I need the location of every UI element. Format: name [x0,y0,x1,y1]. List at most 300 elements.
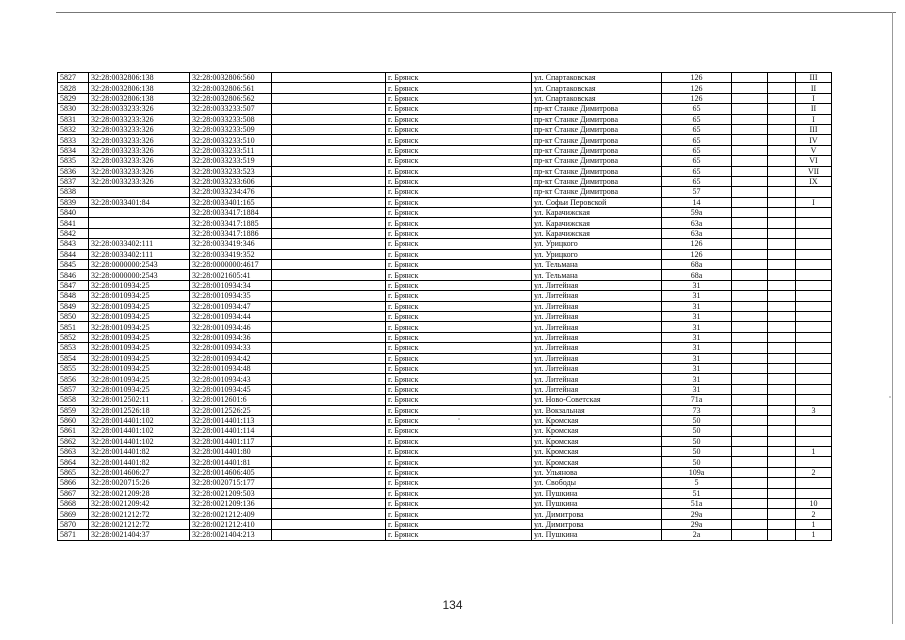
object-cadastral-number-cell: 32:28:0010934:35 [190,291,272,301]
building-column-cell [732,93,768,103]
table-row [58,270,832,280]
house-number-cell: 5 [662,478,732,488]
street-cell: ул. Тельмана [532,260,662,270]
city-cell: г. Брянск [386,322,532,332]
blank-column-cell [272,311,386,321]
cadastral-registry-table [57,72,832,541]
object-cadastral-number-cell: 32:28:0033233:606 [190,176,272,186]
apartment-number-cell: II [796,83,832,93]
city-cell: г. Брянск [386,166,532,176]
table-row [58,478,832,488]
table-row [58,197,832,207]
city-cell: г. Брянск [386,395,532,405]
land-plot-cadastral-number-cell [89,218,190,228]
city-cell: г. Брянск [386,436,532,446]
city-cell: г. Брянск [386,343,532,353]
extra-column-cell [768,73,796,83]
building-column-cell [732,405,768,415]
street-cell: пр-кт Станке Димитрова [532,104,662,114]
blank-column-cell [272,270,386,280]
object-cadastral-number-cell: 32:28:0032806:561 [190,83,272,93]
street-cell: ул. Карачижская [532,218,662,228]
blank-column-cell [272,405,386,415]
extra-column-cell [768,114,796,124]
row-number-cell: 5830 [58,104,89,114]
extra-column-cell [768,478,796,488]
apartment-number-cell [796,311,832,321]
house-number-cell: 126 [662,83,732,93]
land-plot-cadastral-number-cell: 32:28:0010934:25 [89,374,190,384]
row-number-cell: 5850 [58,311,89,321]
building-column-cell [732,509,768,519]
object-cadastral-number-cell: 32:28:0010934:43 [190,374,272,384]
extra-column-cell [768,166,796,176]
row-number-cell: 5836 [58,166,89,176]
city-cell: г. Брянск [386,457,532,467]
object-cadastral-number-cell: 32:28:0010934:42 [190,353,272,363]
house-number-cell: 31 [662,363,732,373]
row-number-cell: 5837 [58,176,89,186]
city-cell: г. Брянск [386,467,532,477]
extra-column-cell [768,228,796,238]
building-column-cell [732,311,768,321]
land-plot-cadastral-number-cell: 32:28:0010934:25 [89,353,190,363]
table-row [58,499,832,509]
land-plot-cadastral-number-cell: 32:28:0010934:25 [89,311,190,321]
house-number-cell: 14 [662,197,732,207]
house-number-cell: 31 [662,291,732,301]
blank-column-cell [272,114,386,124]
house-number-cell: 68а [662,260,732,270]
blank-column-cell [272,353,386,363]
row-number-cell: 5859 [58,405,89,415]
building-column-cell [732,104,768,114]
building-column-cell [732,519,768,529]
land-plot-cadastral-number-cell: 32:28:0032806:138 [89,83,190,93]
extra-column-cell [768,156,796,166]
street-cell: ул. Софьи Перовской [532,197,662,207]
blank-column-cell [272,260,386,270]
blank-column-cell [272,519,386,529]
table-row [58,208,832,218]
street-cell: пр-кт Станке Димитрова [532,176,662,186]
building-column-cell [732,239,768,249]
city-cell: г. Брянск [386,499,532,509]
apartment-number-cell [796,228,832,238]
street-cell: ул. Карачижская [532,228,662,238]
table-row [58,301,832,311]
scan-speck [889,396,891,398]
blank-column-cell [272,187,386,197]
building-column-cell [732,124,768,134]
extra-column-cell [768,291,796,301]
blank-column-cell [272,218,386,228]
row-number-cell: 5871 [58,530,89,540]
row-number-cell: 5863 [58,447,89,457]
table-row [58,249,832,259]
street-cell: ул. Кромская [532,426,662,436]
extra-column-cell [768,301,796,311]
land-plot-cadastral-number-cell: 32:28:0010934:25 [89,322,190,332]
house-number-cell: 29а [662,519,732,529]
apartment-number-cell: 2 [796,509,832,519]
land-plot-cadastral-number-cell: 32:28:0014401:102 [89,436,190,446]
land-plot-cadastral-number-cell: 32:28:0021209:42 [89,499,190,509]
object-cadastral-number-cell: 32:28:0033233:523 [190,166,272,176]
house-number-cell: 63а [662,228,732,238]
row-number-cell: 5852 [58,332,89,342]
blank-column-cell [272,343,386,353]
house-number-cell: 65 [662,156,732,166]
apartment-number-cell [796,353,832,363]
apartment-number-cell [796,249,832,259]
land-plot-cadastral-number-cell: 32:28:0033233:326 [89,124,190,134]
object-cadastral-number-cell: 32:28:0021209:136 [190,499,272,509]
object-cadastral-number-cell: 32:28:0010934:48 [190,363,272,373]
blank-column-cell [272,83,386,93]
land-plot-cadastral-number-cell: 32:28:0012526:18 [89,405,190,415]
land-plot-cadastral-number-cell: 32:28:0032806:138 [89,93,190,103]
house-number-cell: 65 [662,124,732,134]
blank-column-cell [272,239,386,249]
city-cell: г. Брянск [386,280,532,290]
city-cell: г. Брянск [386,249,532,259]
table-row [58,395,832,405]
apartment-number-cell [796,270,832,280]
house-number-cell: 50 [662,457,732,467]
object-cadastral-number-cell: 32:28:0033233:519 [190,156,272,166]
blank-column-cell [272,374,386,384]
extra-column-cell [768,124,796,134]
street-cell: ул. Урицкого [532,239,662,249]
house-number-cell: 2а [662,530,732,540]
building-column-cell [732,447,768,457]
land-plot-cadastral-number-cell: 32:28:0014401:82 [89,457,190,467]
apartment-number-cell [796,301,832,311]
blank-column-cell [272,415,386,425]
table-row [58,447,832,457]
street-cell: ул. Димитрова [532,519,662,529]
city-cell: г. Брянск [386,114,532,124]
row-number-cell: 5869 [58,509,89,519]
row-number-cell: 5842 [58,228,89,238]
building-column-cell [732,384,768,394]
scan-speck [458,418,460,420]
street-cell: ул. Литейная [532,353,662,363]
extra-column-cell [768,426,796,436]
apartment-number-cell: V [796,145,832,155]
city-cell: г. Брянск [386,218,532,228]
land-plot-cadastral-number-cell [89,228,190,238]
blank-column-cell [272,104,386,114]
apartment-number-cell [796,218,832,228]
city-cell: г. Брянск [386,239,532,249]
registry-table-body [58,73,832,541]
blank-column-cell [272,457,386,467]
apartment-number-cell [796,291,832,301]
row-number-cell: 5833 [58,135,89,145]
street-cell: ул. Ульянова [532,467,662,477]
table-row [58,93,832,103]
table-row [58,530,832,540]
table-row [58,228,832,238]
building-column-cell [732,343,768,353]
table-row [58,353,832,363]
extra-column-cell [768,457,796,467]
object-cadastral-number-cell: 32:28:0033233:509 [190,124,272,134]
object-cadastral-number-cell: 32:28:0014401:114 [190,426,272,436]
land-plot-cadastral-number-cell [89,208,190,218]
street-cell: ул. Литейная [532,322,662,332]
city-cell: г. Брянск [386,83,532,93]
city-cell: г. Брянск [386,228,532,238]
object-cadastral-number-cell: 32:28:0033419:352 [190,249,272,259]
apartment-number-cell [796,322,832,332]
row-number-cell: 5848 [58,291,89,301]
city-cell: г. Брянск [386,270,532,280]
house-number-cell: 31 [662,384,732,394]
extra-column-cell [768,436,796,446]
apartment-number-cell [796,478,832,488]
object-cadastral-number-cell: 32:28:0033233:510 [190,135,272,145]
street-cell: ул. Литейная [532,280,662,290]
city-cell: г. Брянск [386,519,532,529]
house-number-cell: 65 [662,166,732,176]
land-plot-cadastral-number-cell: 32:28:0014401:82 [89,447,190,457]
land-plot-cadastral-number-cell: 32:28:0021212:72 [89,509,190,519]
blank-column-cell [272,509,386,519]
object-cadastral-number-cell: 32:28:0021404:213 [190,530,272,540]
table-row [58,114,832,124]
extra-column-cell [768,374,796,384]
table-row [58,156,832,166]
building-column-cell [732,467,768,477]
object-cadastral-number-cell: 32:28:0014401:113 [190,415,272,425]
apartment-number-cell [796,426,832,436]
row-number-cell: 5834 [58,145,89,155]
table-row [58,124,832,134]
city-cell: г. Брянск [386,260,532,270]
land-plot-cadastral-number-cell: 32:28:0032806:138 [89,73,190,83]
street-cell: ул. Кромская [532,447,662,457]
building-column-cell [732,187,768,197]
row-number-cell: 5846 [58,270,89,280]
row-number-cell: 5862 [58,436,89,446]
house-number-cell: 126 [662,239,732,249]
blank-column-cell [272,166,386,176]
row-number-cell: 5851 [58,322,89,332]
row-number-cell: 5829 [58,93,89,103]
table-row [58,457,832,467]
table-row [58,467,832,477]
blank-column-cell [272,467,386,477]
row-number-cell: 5849 [58,301,89,311]
object-cadastral-number-cell: 32:28:0010934:33 [190,343,272,353]
object-cadastral-number-cell: 32:28:0010934:47 [190,301,272,311]
row-number-cell: 5838 [58,187,89,197]
house-number-cell: 65 [662,114,732,124]
street-cell: ул. Карачижская [532,208,662,218]
land-plot-cadastral-number-cell: 32:28:0010934:25 [89,363,190,373]
city-cell: г. Брянск [386,311,532,321]
table-row [58,187,832,197]
table-row [58,384,832,394]
object-cadastral-number-cell: 32:28:0000000:4617 [190,260,272,270]
object-cadastral-number-cell: 32:28:0014401:117 [190,436,272,446]
land-plot-cadastral-number-cell: 32:28:0033233:326 [89,166,190,176]
object-cadastral-number-cell: 32:28:0032806:562 [190,93,272,103]
apartment-number-cell: 10 [796,499,832,509]
table-row [58,260,832,270]
city-cell: г. Брянск [386,363,532,373]
blank-column-cell [272,145,386,155]
building-column-cell [732,270,768,280]
row-number-cell: 5832 [58,124,89,134]
building-column-cell [732,197,768,207]
city-cell: г. Брянск [386,93,532,103]
house-number-cell: 31 [662,332,732,342]
land-plot-cadastral-number-cell: 32:28:0000000:2543 [89,260,190,270]
building-column-cell [732,291,768,301]
land-plot-cadastral-number-cell: 32:28:0033233:326 [89,135,190,145]
table-row [58,239,832,249]
row-number-cell: 5839 [58,197,89,207]
building-column-cell [732,332,768,342]
apartment-number-cell [796,384,832,394]
blank-column-cell [272,447,386,457]
apartment-number-cell [796,239,832,249]
extra-column-cell [768,519,796,529]
table-row [58,145,832,155]
street-cell: пр-кт Станке Димитрова [532,124,662,134]
house-number-cell: 68а [662,270,732,280]
object-cadastral-number-cell: 32:28:0033234:476 [190,187,272,197]
building-column-cell [732,395,768,405]
street-cell: пр-кт Станке Димитрова [532,187,662,197]
city-cell: г. Брянск [386,426,532,436]
street-cell: ул. Пушкина [532,488,662,498]
building-column-cell [732,415,768,425]
land-plot-cadastral-number-cell: 32:28:0033233:326 [89,156,190,166]
row-number-cell: 5840 [58,208,89,218]
apartment-number-cell: 3 [796,405,832,415]
city-cell: г. Брянск [386,509,532,519]
row-number-cell: 5866 [58,478,89,488]
land-plot-cadastral-number-cell: 32:28:0014606:27 [89,467,190,477]
apartment-number-cell [796,395,832,405]
extra-column-cell [768,395,796,405]
row-number-cell: 5857 [58,384,89,394]
building-column-cell [732,436,768,446]
building-column-cell [732,166,768,176]
building-column-cell [732,83,768,93]
table-row [58,374,832,384]
house-number-cell: 31 [662,301,732,311]
house-number-cell: 126 [662,73,732,83]
object-cadastral-number-cell: 32:28:0021212:410 [190,519,272,529]
house-number-cell: 63а [662,218,732,228]
row-number-cell: 5827 [58,73,89,83]
row-number-cell: 5841 [58,218,89,228]
apartment-number-cell [796,343,832,353]
blank-column-cell [272,249,386,259]
extra-column-cell [768,363,796,373]
apartment-number-cell [796,363,832,373]
page-top-border [56,12,896,13]
street-cell: ул. Кромская [532,436,662,446]
table-row [58,343,832,353]
blank-column-cell [272,488,386,498]
blank-column-cell [272,478,386,488]
land-plot-cadastral-number-cell: 32:28:0021209:28 [89,488,190,498]
object-cadastral-number-cell: 32:28:0033233:507 [190,104,272,114]
extra-column-cell [768,488,796,498]
apartment-number-cell [796,280,832,290]
apartment-number-cell: 1 [796,447,832,457]
extra-column-cell [768,447,796,457]
street-cell: ул. Тельмана [532,270,662,280]
street-cell: ул. Литейная [532,374,662,384]
blank-column-cell [272,395,386,405]
blank-column-cell [272,291,386,301]
building-column-cell [732,426,768,436]
extra-column-cell [768,499,796,509]
table-row [58,280,832,290]
apartment-number-cell [796,332,832,342]
row-number-cell: 5844 [58,249,89,259]
street-cell: ул. Литейная [532,301,662,311]
row-number-cell: 5843 [58,239,89,249]
page-number: 134 [442,598,463,612]
extra-column-cell [768,176,796,186]
extra-column-cell [768,332,796,342]
building-column-cell [732,280,768,290]
land-plot-cadastral-number-cell: 32:28:0033401:84 [89,197,190,207]
scan-speck [181,400,183,402]
house-number-cell: 65 [662,145,732,155]
street-cell: ул. Спартаковская [532,93,662,103]
house-number-cell: 126 [662,249,732,259]
land-plot-cadastral-number-cell: 32:28:0021212:72 [89,519,190,529]
building-column-cell [732,499,768,509]
apartment-number-cell [796,374,832,384]
blank-column-cell [272,135,386,145]
object-cadastral-number-cell: 32:28:0014401:80 [190,447,272,457]
extra-column-cell [768,135,796,145]
table-row [58,83,832,93]
extra-column-cell [768,353,796,363]
building-column-cell [732,363,768,373]
row-number-cell: 5858 [58,395,89,405]
extra-column-cell [768,384,796,394]
blank-column-cell [272,499,386,509]
street-cell: ул. Кромская [532,457,662,467]
object-cadastral-number-cell: 32:28:0021605:41 [190,270,272,280]
table-row [58,176,832,186]
city-cell: г. Брянск [386,187,532,197]
land-plot-cadastral-number-cell: 32:28:0010934:25 [89,343,190,353]
row-number-cell: 5856 [58,374,89,384]
extra-column-cell [768,343,796,353]
land-plot-cadastral-number-cell: 32:28:0033233:326 [89,176,190,186]
street-cell: ул. Спартаковская [532,73,662,83]
building-column-cell [732,228,768,238]
land-plot-cadastral-number-cell: 32:28:0020715:26 [89,478,190,488]
house-number-cell: 31 [662,353,732,363]
building-column-cell [732,73,768,83]
row-number-cell: 5845 [58,260,89,270]
blank-column-cell [272,93,386,103]
